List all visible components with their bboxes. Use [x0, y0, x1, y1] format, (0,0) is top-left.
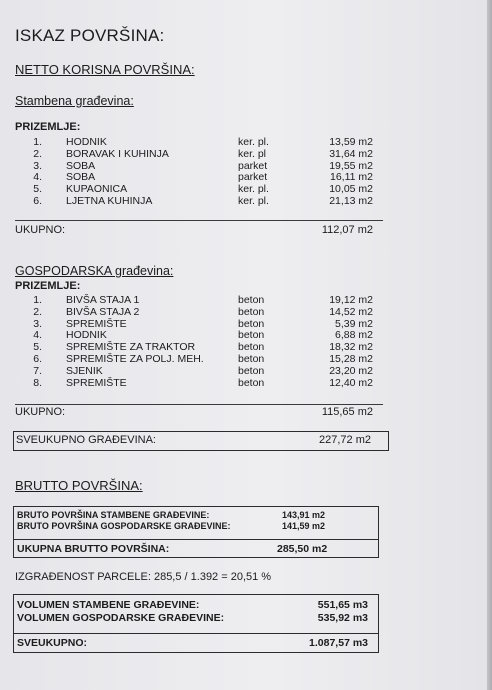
floor-material: ker. pl. — [238, 136, 269, 148]
stambena-heading: Stambena građevina: — [15, 94, 134, 108]
brutto-stambena-value: 143,91 m2 — [282, 510, 326, 520]
gospodarska-row — [0, 318, 492, 330]
room-number: 1. — [33, 136, 42, 148]
room-name: BIVŠA STAJA 2 — [66, 305, 140, 318]
sveukupno-gradevina-box — [13, 431, 389, 451]
room-name: SPREMIŠTE — [66, 376, 127, 389]
floor-material: ker. pl. — [238, 183, 269, 196]
floor-material: beton — [238, 317, 265, 330]
stambena-row — [0, 183, 492, 195]
room-name: HODNIK — [66, 329, 107, 342]
gospodarska-row — [0, 377, 492, 389]
room-number: 4. — [33, 171, 42, 184]
sveukupno-gradevina-value: 227,72 m2 — [319, 434, 371, 446]
room-name: BORAVAK I KUHINJA — [66, 147, 169, 160]
floor-material: beton — [238, 364, 265, 377]
room-area: 18,32 m2 — [329, 341, 373, 354]
room-area: 21,13 m2 — [329, 195, 373, 207]
room-number: 3. — [33, 317, 42, 330]
volumen-total-value: 1.087,57 m3 — [309, 637, 368, 649]
stambena-row — [0, 171, 492, 183]
brutto-total-label: UKUPNA BRUTTO POVRŠINA: — [17, 543, 170, 555]
room-number: 5. — [33, 183, 42, 196]
room-number: 2. — [33, 147, 42, 160]
floor-material: beton — [238, 341, 265, 354]
stambena-total-value: 112,07 m2 — [321, 224, 373, 236]
volumen-stambena-value: 551,65 m3 — [317, 599, 368, 611]
room-area: 31,64 m2 — [329, 147, 373, 160]
brutto-box — [13, 506, 379, 558]
room-area: 19,12 m2 — [329, 294, 373, 306]
netto-heading: NETTO KORISNA POVRŠINA: — [15, 62, 195, 77]
gospodarska-total-label: UKUPNO: — [15, 406, 66, 418]
floor-material: parket — [238, 159, 268, 172]
room-number: 8. — [33, 376, 42, 389]
gospodarska-row — [0, 306, 492, 318]
gospodarska-floor-label: PRIZEMLJE: — [15, 280, 81, 292]
room-area: 12,40 m2 — [329, 376, 373, 389]
room-number: 6. — [33, 353, 42, 365]
volumen-box — [13, 594, 379, 653]
room-number: 2. — [33, 305, 42, 318]
gospodarska-total-value: 115,65 m2 — [321, 406, 373, 418]
stambena-row — [0, 160, 492, 172]
volumen-stambena-label: VOLUMEN STAMBENE GRAĐEVINE: — [17, 599, 200, 611]
brutto-gospodarska-label: BRUTO POVRŠINA GOSPODARSKE GRAĐEVINE: — [17, 521, 231, 531]
room-name: SPREMIŠTE — [66, 317, 127, 330]
room-name: SPREMIŠTE ZA TRAKTOR — [66, 341, 196, 354]
room-name: HODNIK — [66, 136, 107, 148]
floor-material: beton — [238, 294, 265, 306]
room-name: SJENIK — [66, 364, 103, 377]
room-area: 16,11 m2 — [330, 171, 373, 184]
gospodarska-row — [0, 341, 492, 353]
room-area: 6,88 m2 — [335, 329, 373, 342]
room-name: KUPAONICA — [66, 183, 128, 196]
stambena-row — [0, 195, 492, 207]
gospodarska-heading: GOSPODARSKA građevina: — [15, 264, 174, 278]
room-area: 14,52 m2 — [329, 305, 373, 318]
room-number: 5. — [33, 341, 42, 354]
room-area: 15,28 m2 — [329, 353, 373, 365]
stambena-floor-label: PRIZEMLJE: — [15, 121, 81, 133]
stambena-row — [0, 148, 492, 160]
stambena-total-label: UKUPNO: — [15, 224, 66, 236]
brutto-stambena-label: BRUTO POVRŠINA STAMBENE GRAĐEVINE: — [17, 510, 210, 520]
floor-material: beton — [238, 329, 265, 342]
gospodarska-total-rule — [15, 404, 383, 405]
room-name: SPREMIŠTE ZA POLJ. MEH. — [66, 353, 204, 365]
room-area: 23,20 m2 — [329, 364, 373, 377]
floor-material: beton — [238, 353, 265, 365]
room-number: 1. — [33, 294, 42, 306]
room-number: 3. — [33, 159, 42, 172]
floor-material: beton — [238, 376, 265, 389]
gospodarska-row — [0, 294, 492, 306]
room-name: SOBA — [66, 159, 96, 172]
floor-material: ker. pl. — [238, 195, 269, 207]
document-title: ISKAZ POVRŠINA: — [15, 26, 165, 45]
room-name: BIVŠA STAJA 1 — [66, 294, 140, 306]
room-number: 7. — [33, 364, 42, 377]
gospodarska-row — [0, 353, 492, 365]
volumen-gospodarska-value: 535,92 m3 — [317, 612, 368, 624]
stambena-row — [0, 136, 492, 148]
room-number: 6. — [33, 195, 42, 207]
brutto-heading: BRUTTO POVRŠINA: — [15, 478, 143, 493]
room-area: 19,55 m2 — [329, 159, 373, 172]
stambena-total-rule — [15, 220, 383, 221]
room-area: 13,59 m2 — [329, 136, 373, 148]
room-number: 4. — [33, 329, 42, 342]
room-area: 10,05 m2 — [329, 183, 373, 196]
floor-material: parket — [238, 171, 268, 184]
gospodarska-row — [0, 329, 492, 341]
brutto-gospodarska-value: 141,59 m2 — [282, 521, 326, 531]
gospodarska-row — [0, 365, 492, 377]
brutto-total-value: 285,50 m2 — [277, 543, 328, 555]
room-area: 5,39 m2 — [335, 317, 373, 330]
floor-material: beton — [238, 305, 265, 318]
sveukupno-gradevina-label: SVEUKUPNO GRAĐEVINA: — [16, 434, 156, 446]
volumen-total-label: SVEUKUPNO: — [17, 637, 88, 649]
brutto-total-rule — [14, 539, 378, 540]
floor-material: ker. pl — [238, 147, 267, 160]
izgradenost-line: IZGRAĐENOST PARCELE: 285,5 / 1.392 = 20,51 % — [15, 571, 272, 583]
room-name: LJETNA KUHINJA — [66, 195, 153, 207]
volumen-gospodarska-label: VOLUMEN GOSPODARSKE GRAĐEVINE: — [17, 612, 225, 624]
room-name: SOBA — [66, 171, 96, 184]
volumen-total-rule — [14, 633, 378, 634]
